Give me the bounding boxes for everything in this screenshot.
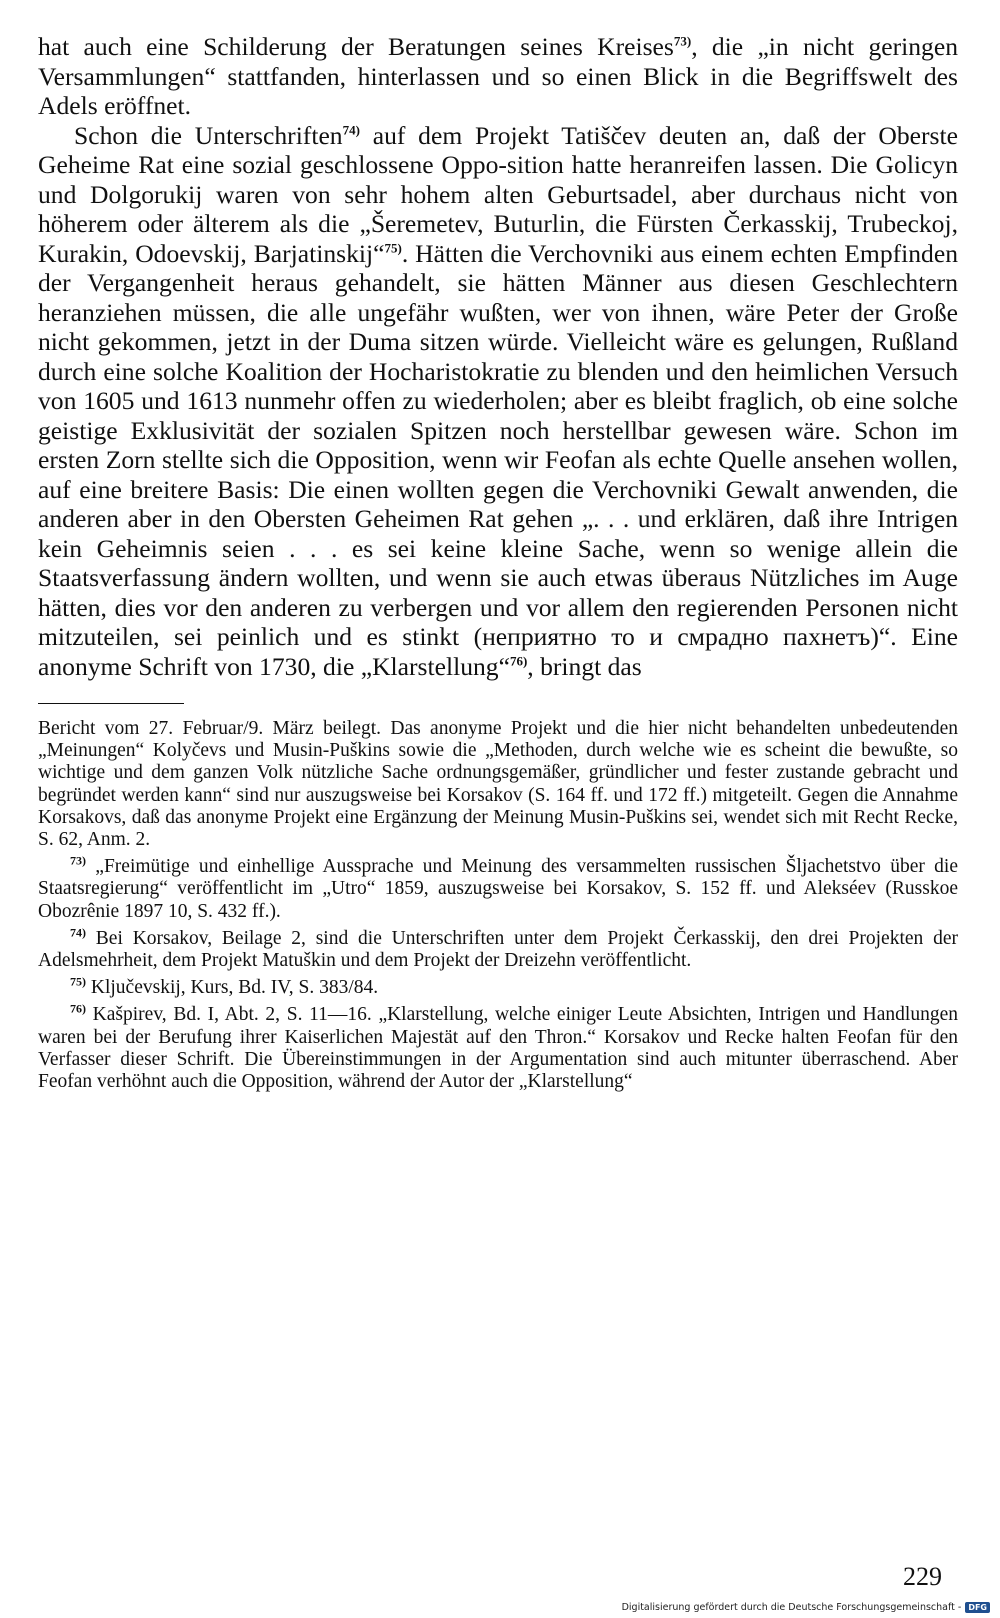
footnote-mark: 74) — [70, 925, 86, 940]
digitization-text: Digitalisierung gefördert durch die Deutsche Forschungsgemeinschaft - — [621, 1602, 962, 1613]
footnote-ref-76: 76) — [509, 652, 528, 668]
paragraph-2-text-c: . Hätten die Verchovniki aus einem echten Empfinden der Vergangenheit heraus gehandelt, sie hätten Männer aus diesen Geschlechtern heranziehen müssen, die alle ungefähr wußten, wer von ihnen, wäre Peter der Große nicht gekommen, jetzt in der Duma sitzen würde. Vielleicht wäre es gelungen, Rußland durch eine solche Koalition der Hocharistokratie zu blenden und den heimlichen Versuch von 1605 und 1613 nunmehr offen zu wiederholen; aber es bleibt fraglich, ob eine solche geistige Exklusivität der sozialen Spitzen noch herstellbar gewesen wäre. Schon im ersten Zorn stellte sich die Opposition, wenn wir Feofan als echte Quelle ansehen wollen, auf eine breitere Basis: Die einen wollten gegen die Verchovniki Gewalt anwenden, die anderen aber in den Obersten Geheimen Rat gehen „. . . und erklären, daß ihre Intrigen kein Geheimnis seien . . . es sei keine kleine Sache, wenn so wenige allein die Staatsverfassung ändern wollten, und wenn sie auch etwas überaus Nützliches im Auge hätten, dies vor den anderen zu verbergen und vor allem den regierenden Personen nicht mitzuteilen, sei peinlich und es stinkt (неприятно то и смрадно пахнетъ)“. Eine anonyme Schrift von 1730, die „Klarstellung“ — [38, 238, 959, 681]
footnote-text: Kašpirev, Bd. I, Abt. 2, S. 11—16. „Klarstellung, welche einiger Leute Absichten, Intrigen und Handlungen waren bei der Berufung ihrer Kaiserlichen Majestät auf den Thron.“ Korsakov und Recke halten Feofan für den Verfasser dieser Schrift. Die Übereinstimmungen in der Argumentation sind auch mitunter überraschend. Aber Feofan verhöhnt auch die Opposition, während der Autor der „Klarstellung“ — [38, 1004, 958, 1093]
footnote-divider — [38, 703, 184, 704]
footnote-mark: 75) — [70, 974, 86, 989]
footnote-76 — [38, 1001, 958, 1093]
footnote-ref-73: 73) — [673, 33, 692, 49]
footnote-text: Bei Korsakov, Beilage 2, sind die Unterschriften unter dem Projekt Čerkasskij, den drei Projekten der Adelsmehrheit, dem Projekt Matuškin und dem Projekt der Dreizehn veröffentlicht. — [38, 927, 958, 972]
footnote-mark: 76) — [70, 1001, 86, 1016]
paragraph-2 — [38, 121, 958, 682]
paragraph-1-text-rest: , die „in nicht geringen Versammlungen“ stattfanden, hinterlassen und so einen Blick in die Begriffswelt des Adels eröffnet. — [38, 32, 958, 120]
paragraph-2-text-b: auf dem Projekt Tatiščev deuten an, daß der Oberste Geheime Rat eine sozial geschlossene Oppo-sition hatte heranreifen lassen. Die Golicyn und Dolgorukij waren von sehr hohem alten Geburtsadel, aber durchaus nicht von höherem oder älterem als die „Šeremetev, Buturlin, die Fürsten Čerkasskij, Trubeckoj, Kurakin, Odoevskij, Barjatinskij“ — [38, 120, 958, 268]
page-number: 229 — [903, 1562, 942, 1591]
footnote-ref-75: 75) — [384, 239, 402, 255]
footnote-mark: 73) — [70, 853, 86, 868]
digitization-credit — [622, 1602, 990, 1613]
footnote-75 — [38, 974, 958, 999]
main-text — [38, 32, 958, 681]
paragraph-1-text: hat auch eine Schilderung der Beratungen seines Kreises — [38, 32, 674, 61]
page — [38, 32, 958, 1093]
paragraph-2-text-a: Schon die Unterschriften — [74, 120, 343, 150]
paragraph-2-text-d: , bringt das — [527, 651, 642, 681]
footnotes — [38, 718, 958, 1093]
footnote-text: „Freimütige und einhellige Aussprache und Meinung des versammelten russischen Šljachetstvo über die Staatsregierung“ veröffentlicht im „Utro“ 1859, auszugsweise bei Korsakov, S. 152 ff. und Alekséev (Russkoe Obozrênie 1897 10, S. 432 ff.). — [38, 856, 958, 922]
footnote-continued: Bericht vom 27. Februar/9. März beilegt. Das anonyme Projekt und die hier nicht behandelten unbedeutenden „Meinungen“ Kolyčevs und Musin-Puškins sowie die „Methoden, durch welche wie es scheint die bewußte, so wichtige und dem ganzen Volk nützliche Sache ordnungsgemäßer, gründlicher und fester zustande gebracht und begründet werden kann“ sind nur auszugsweise bei Korsakov (S. 164 ff. und 172 ff.) mitgeteilt. Gegen die Annahme Korsakovs, daß das anonyme Projekt eine Ergänzung der Meinung Musin-Puškins sei, wendet sich mit Recht Recke, S. 62, Anm. 2. — [38, 718, 958, 851]
footnote-74 — [38, 925, 958, 972]
paragraph-1 — [38, 32, 958, 121]
footnote-text: Ključevskij, Kurs, Bd. IV, S. 383/84. — [86, 977, 379, 999]
footnote-73 — [38, 853, 958, 923]
footnote-ref-74: 74) — [342, 121, 360, 137]
dfg-logo: DFG — [965, 1602, 990, 1613]
